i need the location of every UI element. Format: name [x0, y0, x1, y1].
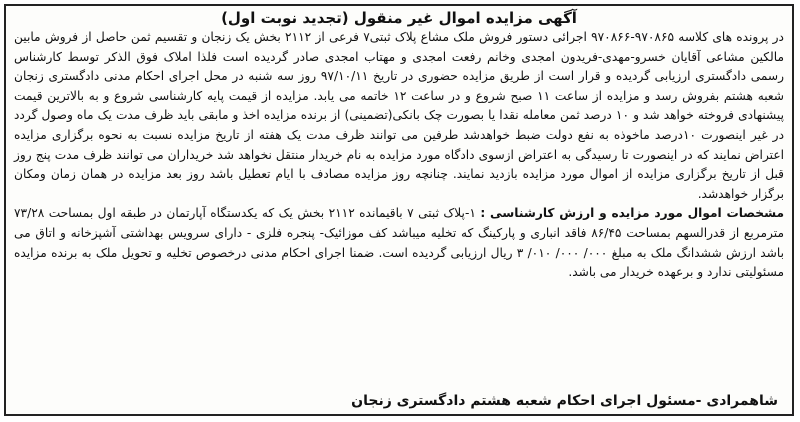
signature: شاهمرادی -مسئول اجرای احکام شعبه هشتم دادگستری زنجان: [351, 393, 778, 409]
specs-heading: مشخصات اموال مورد مزایده و ارزش کارشناسی :: [480, 206, 785, 221]
notice-title: آگهی مزایده اموال غیر منقول (تجدید نوبت اول): [221, 9, 577, 27]
notice-frame: [4, 4, 794, 416]
specs-text: ۱-پلاک ثبتی ۷ باقیمانده ۲۱۱۲ بخش یک که یکدستگاه آپارتمان در طبقه اول بمساحت ۷۳/۲۸ مترمربع از قدرالسهم بمساحت ۸۶/۴۵ فاقد انباری و پارکینگ که تخلیه میباشد کف موزائیک- پنجره فلزی - دارای سرویس بهداشتی آشپزخانه و اتاق می باشد ارزش ششدانگ ملک به مبلغ ۰۰۰/ ۰۰۰/ ۰۱۰/ ۳ ریال ارزیابی گردیده است. ضمنا اجرای احکام مدنی درخصوص تخلیه و تحویل ملک به برنده مزایده مسئولیتی ندارد و برعهده خریدار می باشد.: [14, 206, 784, 280]
notice-paragraph: در پرونده های کلاسه ۹۷۰۸۶۵-۹۷۰۸۶۶ اجرائی دستور فروش ملک مشاع پلاک ثبتی۷ فرعی از ۲۱۱۲ بخش یک زنجان و تقسیم ثمن حاصل از فروش مابین مالکین مشاعی آقایان خسرو-مهدی-فریدون امجدی وخانم رفعت امجدی و مهتاب امجدی صادر گردیده است فلذا املاک فوق الذکر توسط کارشناس رسمی دادگستری ارزیابی گردیده و قرار است از طریق مزایده حضوری در تاریخ ۹۷/۱۰/۱۱ روز سه شنبه در محل اجرای احکام مدنی دادگستری زنجان شعبه هشتم بفروش رسد و مزایده از ساعت ۱۱ صبح شروع و در ساعت ۱۲ خاتمه می یابد. مزایده از قیمت پایه کارشناسی شروع و به بالاترین قیمت پیشنهادی فروخته خواهد شد و ۱۰ درصد ثمن معامله نقدا یا بصورت چک بانکی(تضمینی) از برنده مزایده اخذ و مابقی باید ظرف مدت یک ماه وصول گردد در غیر اینصورت ۱۰درصد ماخوذه به نفع دولت ضبط خواهدشد طرفین می توانند ظرف مدت یک هفته از تاریخ مزایده نسبت به نحوه برگزاری مزایده اعتراض نمایند که در اینصورت تا رسیدگی به اعتراض ازسوی دادگاه مورد مزایده به نام خریدار منتقل نخواهد شد خریداران می توانند ظرف مدت پنج روز قبل از تاریخ برگزاری مزایده از اموال مورد مزایده بازدید نمایند. چنانچه روز مزایده مصادف با ایام تعطیل باشد روز بعد مزایده در همان زمان ومکان برگزار خواهدشد.: [14, 30, 785, 201]
specs-paragraph: [14, 204, 784, 282]
notice-body: [6, 28, 792, 283]
